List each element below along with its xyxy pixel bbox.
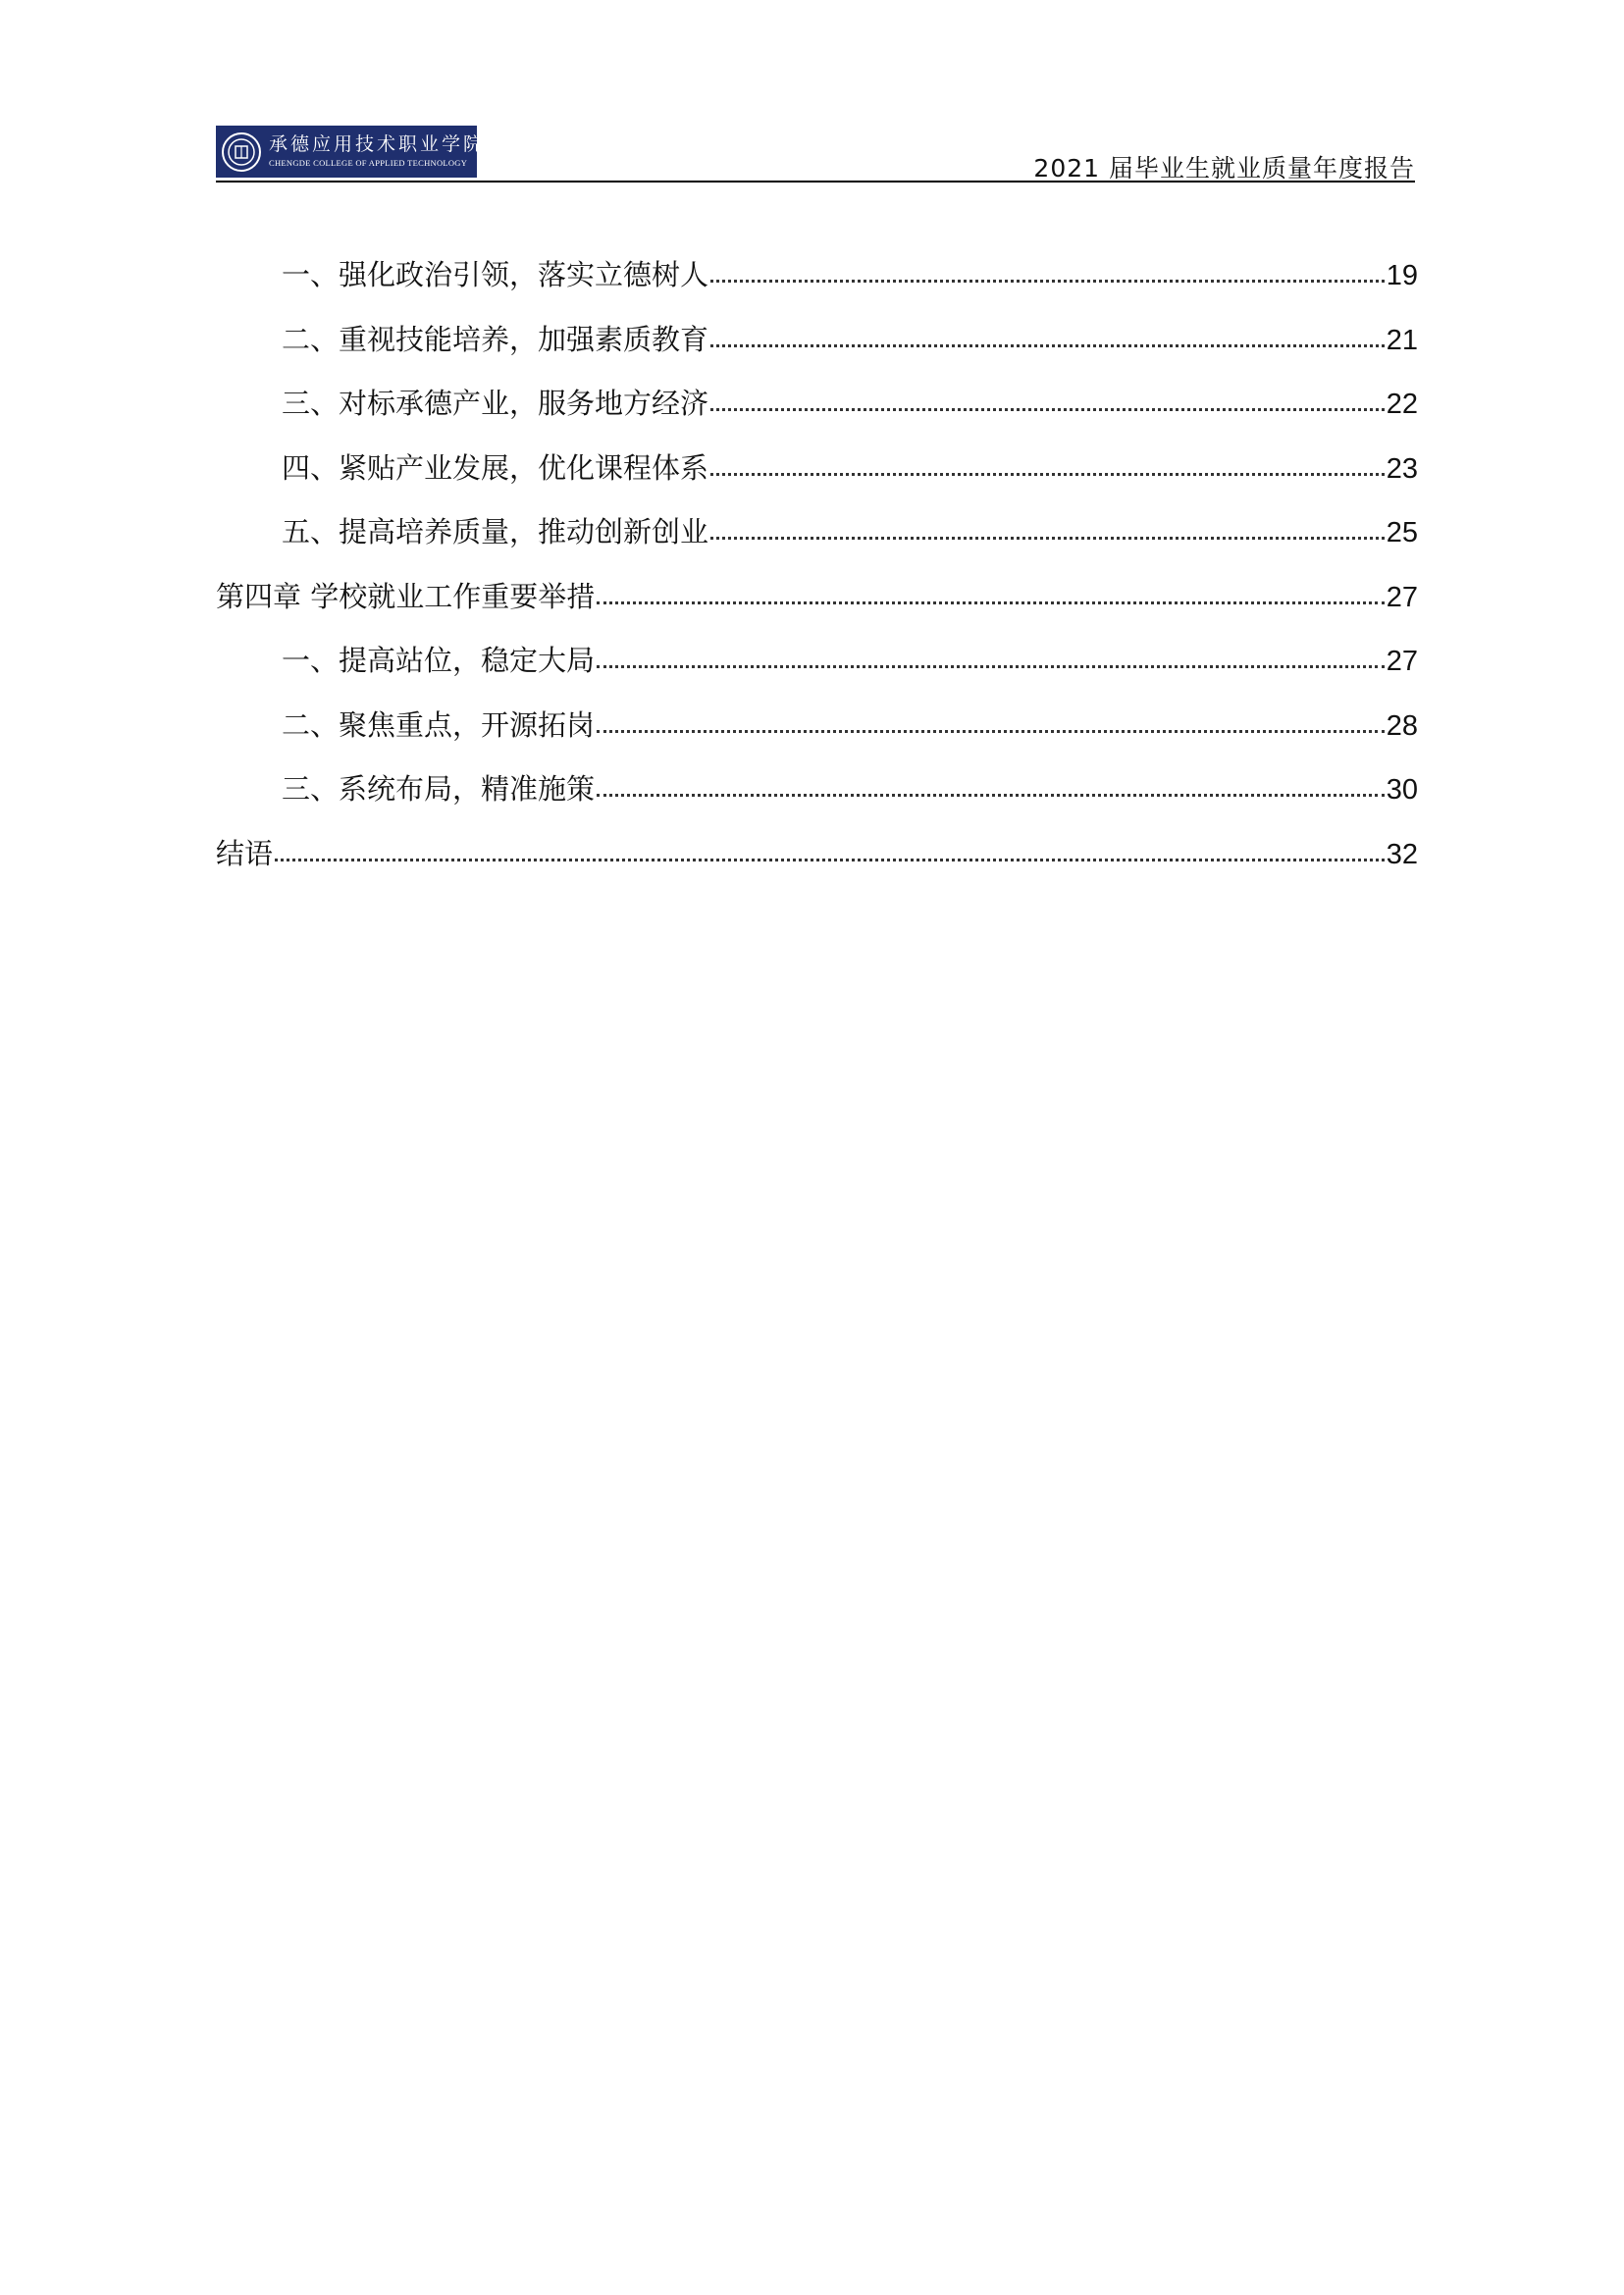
toc-page-number: 28 <box>1386 709 1418 742</box>
logo-name-cn: 承德应用技术职业学院 <box>269 133 486 156</box>
toc-entry-title: 一、提高站位，稳定大局 <box>282 644 596 677</box>
header-divider <box>216 181 1415 183</box>
toc-page-number: 23 <box>1386 452 1418 485</box>
toc-entry[interactable] <box>216 382 1418 446</box>
toc-leader-dots <box>710 344 1385 347</box>
toc-page-number: 22 <box>1386 389 1418 420</box>
toc-leader-dots <box>597 730 1385 733</box>
toc-entry-title: 三、系统布局，精准施策 <box>282 772 596 806</box>
toc-entry-title: 结语 <box>216 836 274 870</box>
toc-entry[interactable] <box>216 510 1418 575</box>
toc-entry-title: 一、强化政治引领，落实立德树人 <box>282 258 709 291</box>
toc-page-number: 32 <box>1386 838 1418 870</box>
toc-page-number: 25 <box>1386 517 1418 548</box>
toc-entry[interactable] <box>216 318 1418 383</box>
toc-entry[interactable] <box>216 639 1418 704</box>
toc-leader-dots <box>710 473 1385 476</box>
toc-chapter-entry[interactable] <box>216 575 1418 640</box>
toc-entry-title: 第四章 学校就业工作重要举措 <box>216 579 596 613</box>
toc-page-number: 19 <box>1386 260 1418 291</box>
college-seal-icon <box>222 132 261 172</box>
toc-leader-dots <box>710 537 1385 540</box>
page-header <box>216 126 1415 184</box>
toc-leader-dots <box>597 665 1385 668</box>
logo-name-en: CHENGDE COLLEGE OF APPLIED TECHNOLOGY <box>269 158 468 169</box>
report-title: 2021 届毕业生就业质量年度报告 <box>1033 154 1415 183</box>
toc-leader-dots <box>710 280 1385 283</box>
toc-chapter-entry[interactable] <box>216 832 1418 897</box>
college-logo <box>216 126 486 178</box>
toc-entry[interactable] <box>216 446 1418 511</box>
toc-entry-title: 二、聚焦重点，开源拓岗 <box>282 707 596 742</box>
toc-entry[interactable] <box>216 704 1418 768</box>
table-of-contents <box>216 253 1418 896</box>
toc-entry-title: 三、对标承德产业，服务地方经济 <box>282 387 709 420</box>
toc-entry[interactable] <box>216 253 1418 318</box>
toc-entry[interactable] <box>216 767 1418 832</box>
toc-leader-dots <box>597 794 1385 797</box>
toc-entry-title: 五、提高培养质量，推动创新创业 <box>282 515 709 548</box>
toc-page-number: 21 <box>1386 324 1418 356</box>
toc-page-number: 27 <box>1386 646 1418 677</box>
toc-leader-dots <box>710 408 1385 411</box>
toc-page-number: 30 <box>1386 774 1418 806</box>
toc-leader-dots <box>275 859 1385 861</box>
toc-page-number: 27 <box>1386 581 1418 613</box>
toc-entry-title: 二、重视技能培养，加强素质教育 <box>282 322 709 356</box>
logo-text <box>269 135 485 168</box>
toc-leader-dots <box>597 601 1385 604</box>
toc-entry-title: 四、紧贴产业发展，优化课程体系 <box>282 450 709 485</box>
